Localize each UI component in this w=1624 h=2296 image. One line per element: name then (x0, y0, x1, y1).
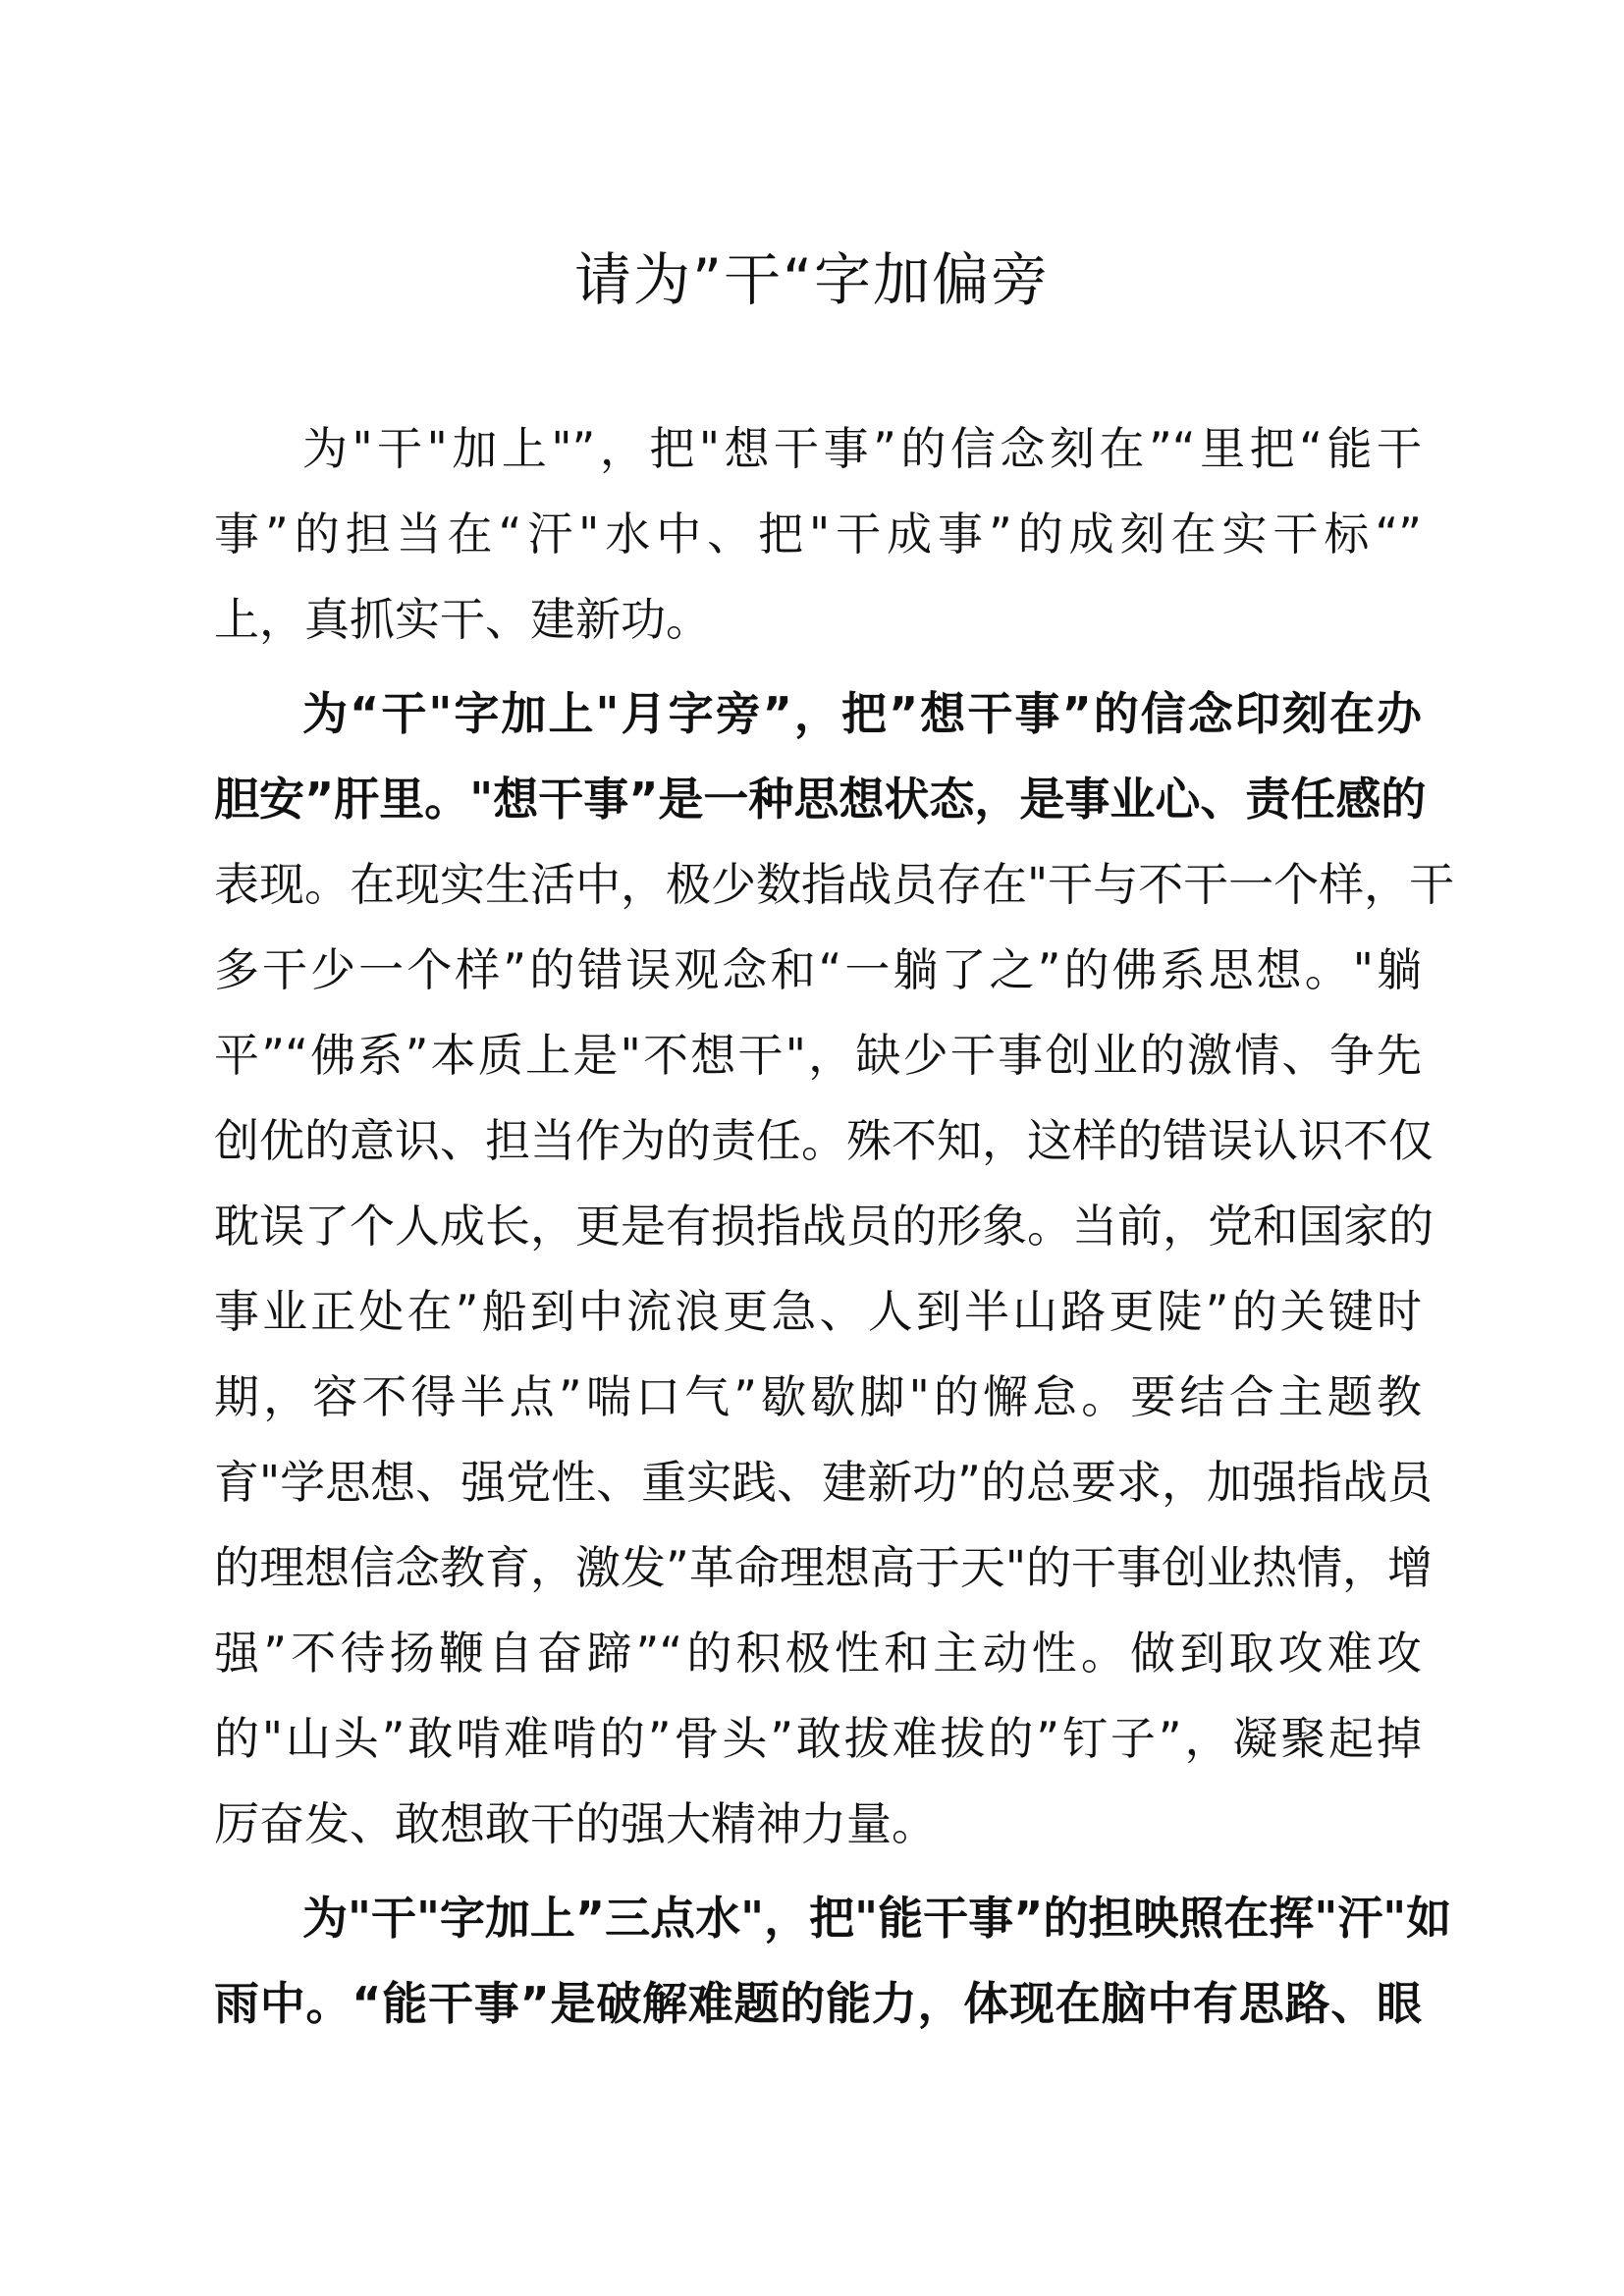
text-line: 耽误了个人成长，更是有损指战员的形象。当前，党和国家的 (214, 1200, 1434, 1253)
text-line: 为“干"字加上"月字旁”，把”想干事”的信念印刻在办 (302, 687, 1422, 740)
text-line: 期，容不得半点”喘口气”歇歇脚"的懈怠。要结合主题教 (214, 1370, 1422, 1423)
text-line: 育"学思想、强党性、重实践、建新功”的总要求，加强指战员 (214, 1456, 1433, 1509)
text-line: 事业正处在”船到中流浪更急、人到半山路更陡”的关键时 (214, 1285, 1422, 1338)
text-line: 表现。在现实生活中，极少数指战员存在"干与不干一个样，干 (214, 858, 1455, 911)
text-line: 上，真抓实干、建新功。 (214, 593, 711, 646)
text-line: 为"干"字加上”三点水"，把"能干事”的担映照在挥"汗"如 (302, 1892, 1452, 1945)
text-line: 雨中。“能干事”是破解难题的能力，体现在脑中有思路、眼 (214, 1977, 1422, 2030)
text-line: 的"山头”敢啃难啃的”骨头”敢拔难拔的”钉子”，凝聚起掉 (214, 1712, 1422, 1765)
document-title: 请为”干“字加偏旁 (573, 246, 1051, 313)
text-line: 多干少一个样”的错误观念和“一躺了之”的佛系思想。"躺 (214, 943, 1422, 996)
text-line: 创优的意识、担当作为的责任。殊不知，这样的错误认识不仅 (214, 1114, 1434, 1167)
paragraph-2 (214, 671, 1455, 1867)
text-line: 为"干"加上"”，把"想干事”的信念刻在”“里把“能干 (302, 422, 1422, 475)
paragraph-1 (214, 406, 1422, 663)
text-line: 的理想信念教育，激发”革命理想高于天"的干事创业热情，增 (214, 1541, 1433, 1594)
text-line: 事”的担当在“汗"水中、把"干成事”的成刻在实干标“” (214, 507, 1422, 561)
text-line: 强”不待扬鞭自奋蹄”“的积极性和主动性。做到取攻难攻 (214, 1627, 1422, 1680)
text-line: 厉奋发、敢想敢干的强大精神力量。 (214, 1797, 937, 1850)
document-body (214, 406, 1455, 2056)
text-line: 胆安”肝里。"想干事”是一种思想状态，是事业心、责任感的 (214, 773, 1427, 826)
paragraph-3 (214, 1876, 1452, 2047)
text-line: 平”“佛系”本质上是"不想干"，缺少干事创业的激情、争先 (214, 1029, 1422, 1082)
